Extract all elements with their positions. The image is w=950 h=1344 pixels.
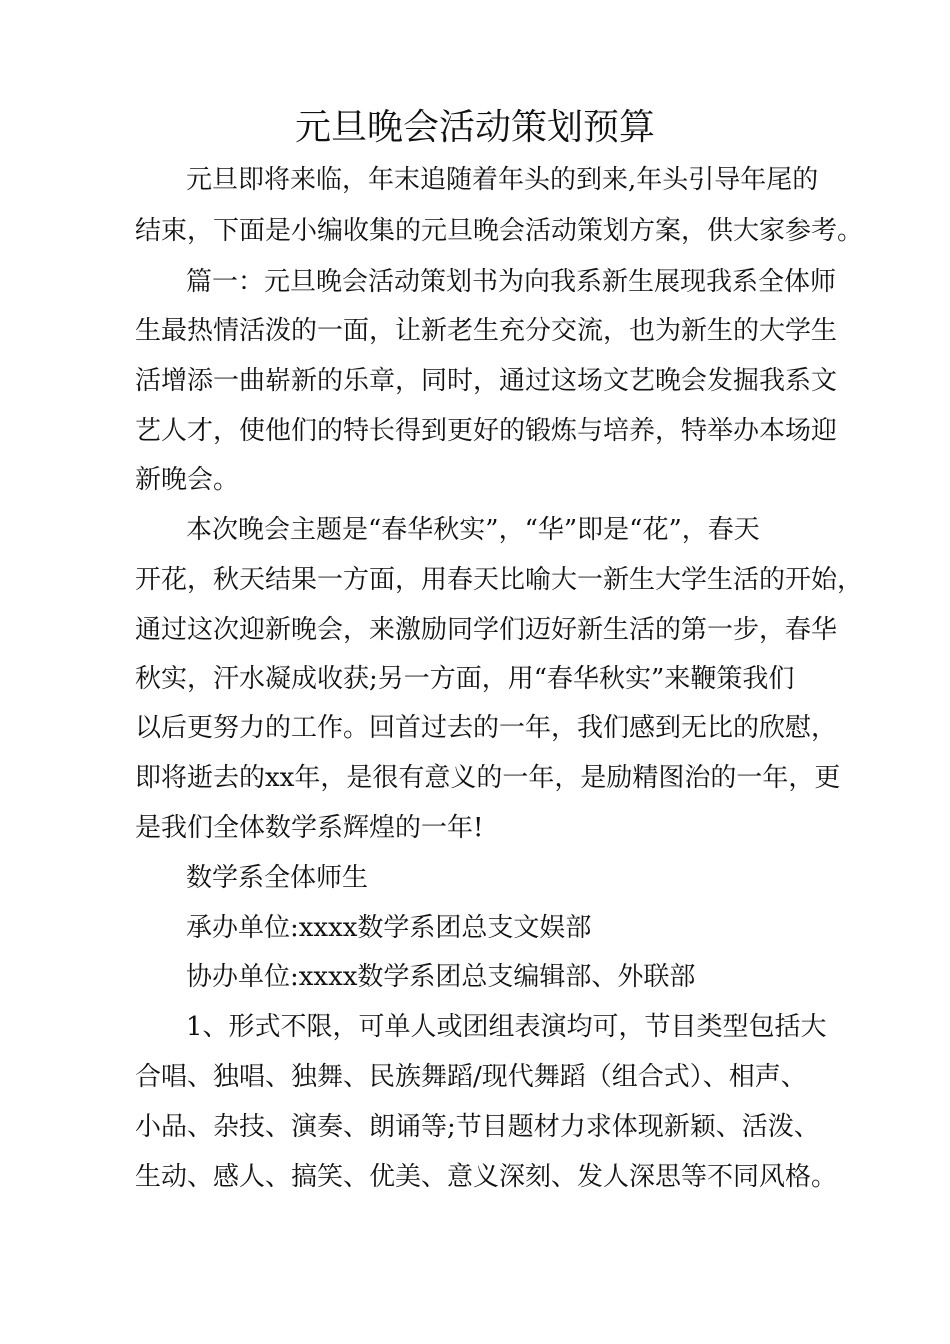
- paragraph-line: 结束，下面是小编收集的元旦晚会活动策划方案，供大家参考。: [135, 216, 864, 246]
- paragraph-line: 开花，秋天结果一方面，用春天比喻大一新生大学生活的开始，: [135, 565, 864, 595]
- paragraph-line: 生动、感人、搞笑、优美、意义深刻、发人深思等不同风格。: [135, 1162, 838, 1192]
- document-title: 元旦晚会活动策划预算: [294, 107, 655, 148]
- paragraph-line: 秋实，汗水凝成收获;另一方面，用“春华秋实”来鞭策我们: [135, 664, 795, 694]
- list-item-line: 1、形式不限，可单人或团组表演均可，节目类型包括大: [186, 1012, 827, 1042]
- paragraph-line: 本次晚会主题是“春华秋实”，“华”即是“花”，春天: [186, 515, 760, 545]
- paragraph-line: 以后更努力的工作。回首过去的一年，我们感到无比的欣慰，: [135, 713, 838, 743]
- paragraph-line: 合唱、独唱、独舞、民族舞蹈/现代舞蹈（组合式）、相声、: [135, 1062, 807, 1092]
- paragraph-line: 是我们全体数学系辉煌的一年!: [135, 813, 484, 843]
- paragraph-line: 篇一：元旦晚会活动策划书为向我系新生展现我系全体师: [186, 267, 837, 297]
- paragraph-line: 生最热情活泼的一面，让新老生充分交流，也为新生的大学生: [135, 316, 838, 346]
- organizer-line: 承办单位:xxxx数学系团总支文娱部: [186, 913, 592, 943]
- signature-line: 数学系全体师生: [186, 863, 369, 893]
- paragraph-line: 活增添一曲崭新的乐章，同时，通过这场文艺晚会发掘我系文: [135, 366, 838, 396]
- paragraph-line: 小品、杂技、演奏、朗诵等;节目题材力求体现新颖、活泼、: [135, 1112, 820, 1142]
- paragraph-line: 元旦即将来临，年末追随着年头的到来,年头引导年尾的: [186, 165, 819, 195]
- paragraph-line: 艺人才，使他们的特长得到更好的锻炼与培养，特举办本场迎: [135, 416, 838, 446]
- paragraph-line: 即将逝去的xx年，是很有意义的一年，是励精图治的一年，更: [135, 763, 841, 793]
- paragraph-line: 通过这次迎新晚会，来激励同学们迈好新生活的第一步，春华: [135, 615, 838, 645]
- co-organizer-line: 协办单位:xxxx数学系团总支编辑部、外联部: [186, 962, 696, 992]
- paragraph-line: 新晚会。: [135, 465, 240, 495]
